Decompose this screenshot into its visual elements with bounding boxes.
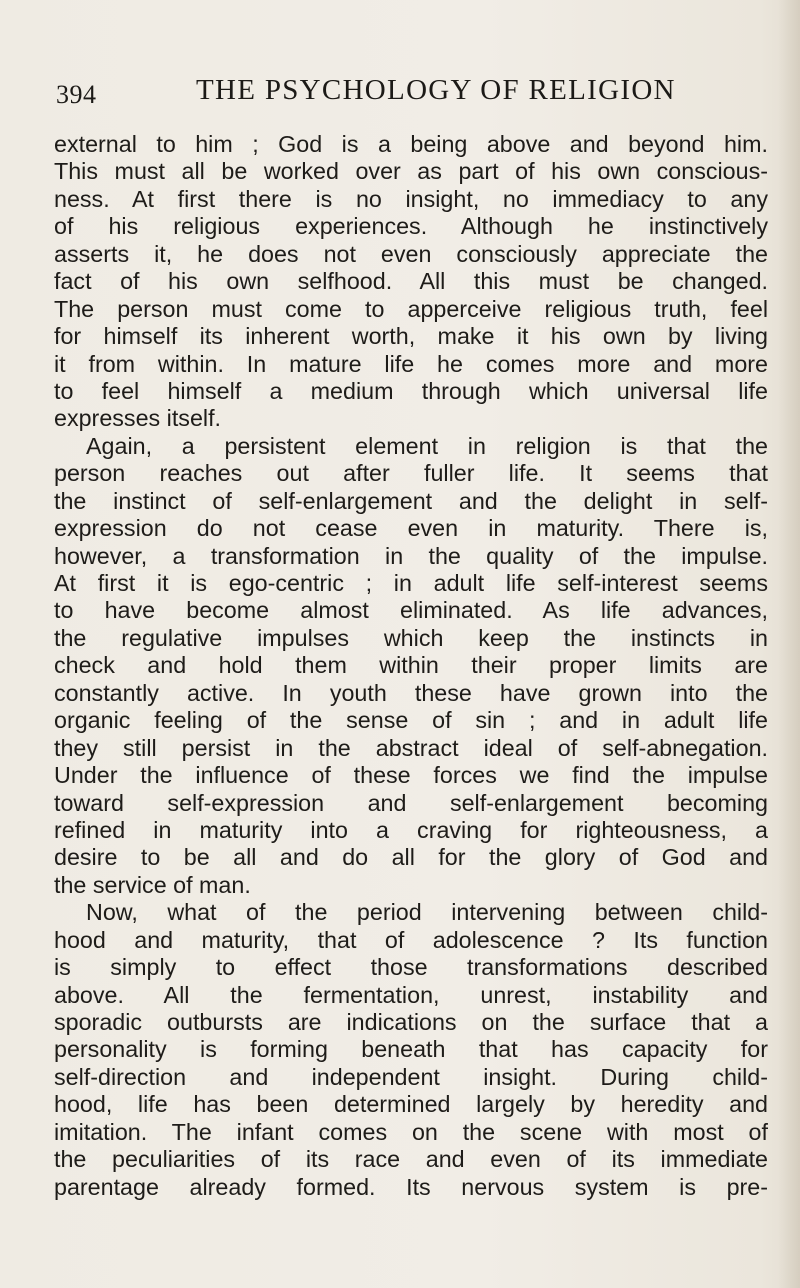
text-line: person reaches out after fuller life. It seems that (54, 460, 768, 487)
text-line: to have become almost eliminated. As life advances, (54, 597, 768, 624)
text-line: fact of his own selfhood. All this must be changed. (54, 268, 768, 295)
text-line: This must all be worked over as part of his own conscious- (54, 158, 768, 185)
text-line: the peculiarities of its race and even of its immediate (54, 1146, 768, 1173)
text-line: Now, what of the period intervening between child- (86, 899, 768, 926)
text-line: organic feeling of the sense of sin ; and in adult life (54, 707, 768, 734)
text-line: constantly active. In youth these have grown into the (54, 679, 768, 706)
text-line: toward self-expression and self-enlargement becoming (54, 789, 768, 816)
text-line: asserts it, he does not even consciously appreciate the (54, 240, 768, 267)
page-edge-shadow (778, 0, 800, 1288)
running-head: THE PSYCHOLOGY OF RELIGION (196, 74, 676, 106)
text-line: Under the influence of these forces we find the impulse (54, 762, 768, 789)
text-line: expression do not cease even in maturity. There is, (54, 515, 768, 542)
text-line: imitation. The infant comes on the scene with most of (54, 1118, 768, 1145)
body-text (54, 131, 768, 1201)
text-line: hood and maturity, that of adolescence ? Its function (54, 926, 768, 953)
text-line: however, a transformation in the quality of the impulse. (54, 542, 768, 569)
text-line: is simply to effect those transformations described (54, 954, 768, 981)
text-line: At first it is ego-centric ; in adult life self-interest seems (54, 570, 768, 596)
text-line: they still persist in the abstract ideal of self-abnegation. (54, 734, 768, 761)
text-line: refined in maturity into a craving for righteousness, a (54, 816, 768, 843)
text-line: for himself its inherent worth, make it his own by living (54, 323, 768, 350)
text-line: to feel himself a medium through which universal life (54, 377, 768, 404)
text-line: personality is forming beneath that has capacity for (54, 1036, 768, 1063)
text-line: The person must come to apperceive religious truth, feel (54, 295, 768, 322)
text-line: ness. At first there is no insight, no immediacy to any (54, 185, 768, 212)
text-line: expresses itself. (54, 405, 222, 432)
page-header (56, 74, 756, 114)
text-line: parentage already formed. Its nervous system is pre- (54, 1173, 768, 1200)
text-line: desire to be all and do all for the glory of God and (54, 844, 768, 871)
text-line: check and hold them within their proper limits are (54, 652, 768, 679)
text-line: Again, a persistent element in religion is that the (86, 432, 768, 459)
page-number: 394 (56, 80, 97, 109)
text-line: hood, life has been determined largely by heredity and (54, 1091, 768, 1118)
text-line: of his religious experiences. Although he instinctively (54, 213, 768, 240)
text-line: the regulative impulses which keep the instincts in (54, 624, 768, 651)
text-line: it from within. In mature life he comes more and more (54, 350, 768, 377)
text-line: self-direction and independent insight. During child- (54, 1063, 768, 1090)
text-line: above. All the fermentation, unrest, instability and (54, 981, 768, 1008)
text-line: the service of man. (54, 871, 251, 898)
text-line: the instinct of self-enlargement and the delight in self- (54, 487, 768, 514)
text-line: external to him ; God is a being above and beyond him. (54, 131, 768, 157)
text-line: sporadic outbursts are indications on the surface that a (54, 1009, 768, 1035)
